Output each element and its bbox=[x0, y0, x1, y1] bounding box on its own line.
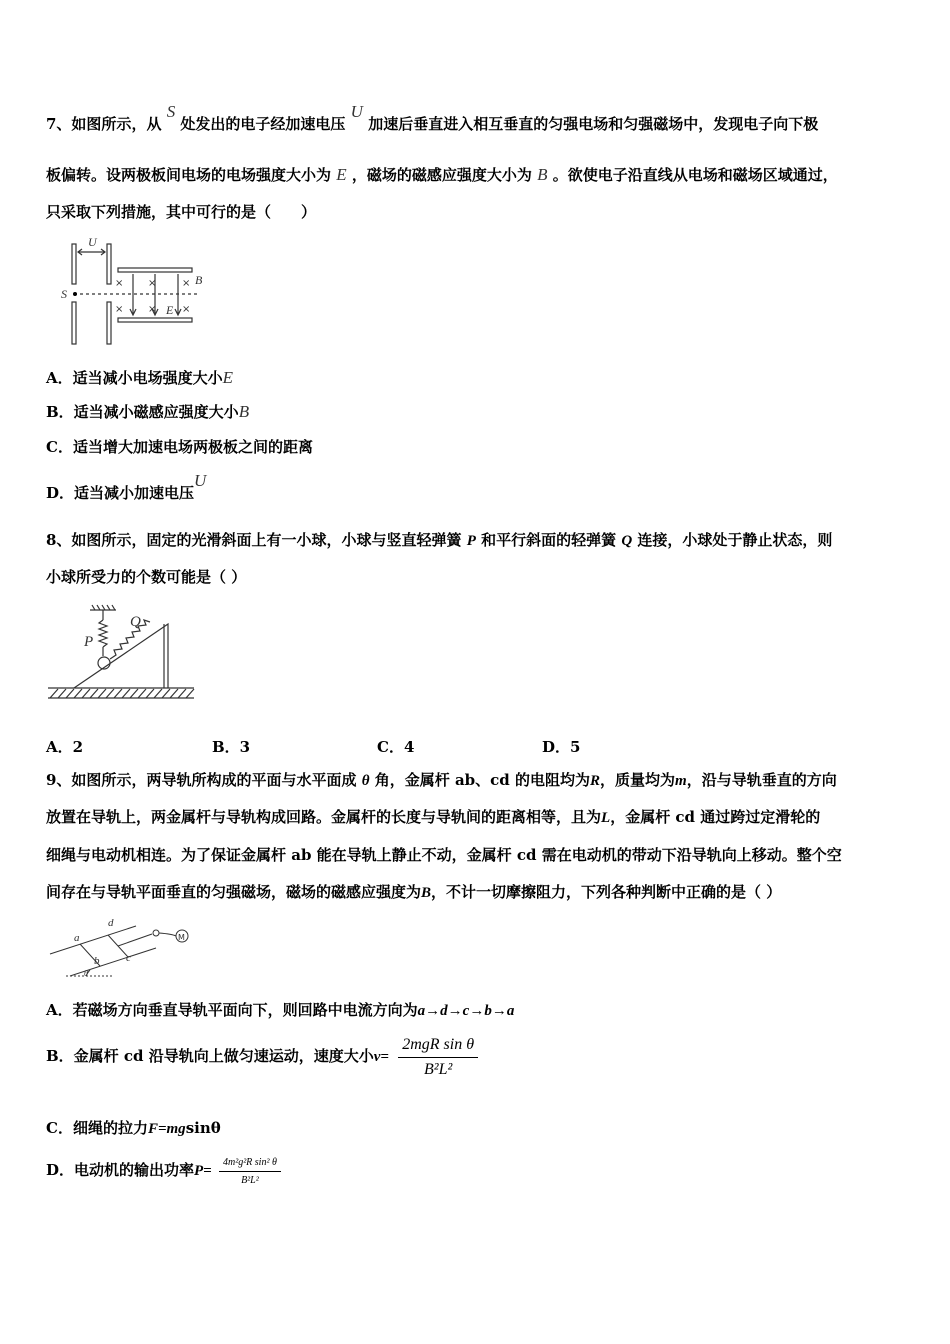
q9-option-c[interactable] bbox=[46, 1118, 221, 1139]
q7-figure bbox=[58, 234, 218, 350]
q7-option-b[interactable] bbox=[46, 402, 249, 422]
q7-symbol-s: S bbox=[166, 102, 176, 121]
velocity-symbol: v= bbox=[373, 1049, 389, 1065]
q9-symbol-b: B bbox=[421, 885, 432, 901]
q9-line3: 细绳与电动机相连。为了保证金属杆 ab 能在导轨上静止不动，金属杆 cd 需在电动机的带动下沿导轨向上移动。整个空 bbox=[46, 846, 842, 864]
current-path: a→d→c→b→a bbox=[417, 1003, 515, 1019]
q7-option-a[interactable] bbox=[46, 368, 233, 388]
q9-symbol-m: m bbox=[675, 773, 687, 789]
formula-denominator: B²L² bbox=[424, 1060, 453, 1078]
magnetic-cross-icon: × bbox=[115, 278, 124, 289]
q8-option-c[interactable]: C．4 bbox=[377, 738, 415, 756]
q8-text: 8、如图所示，固定的光滑斜面上有一小球，小球与竖直轻弹簧 bbox=[46, 531, 462, 549]
q8-text: 和平行斜面的轻弹簧 bbox=[481, 531, 617, 549]
q9-text: 间存在与导轨平面垂直的匀强磁场，磁场的磁感应强度为 bbox=[46, 883, 422, 901]
tension-formula-sin: sinθ bbox=[185, 1119, 221, 1137]
fig-label-q: Q bbox=[130, 614, 141, 630]
formula-numerator: 2mgR sin θ bbox=[398, 1035, 478, 1058]
magnetic-cross-icon: × bbox=[148, 278, 157, 289]
q8-line1 bbox=[46, 530, 832, 551]
option-symbol: U bbox=[194, 471, 207, 490]
formula-denominator: B²L² bbox=[241, 1174, 259, 1186]
fig-label-e: E bbox=[166, 303, 174, 317]
q7-text: 。欲使电子沿直线从电场和磁场区域通过， bbox=[552, 166, 838, 184]
q9-option-d[interactable] bbox=[46, 1152, 281, 1188]
q7-text: ，磁场的磁感应强度大小为 bbox=[351, 166, 532, 184]
q7-line1 bbox=[46, 102, 819, 134]
fig-label-b: b bbox=[94, 955, 100, 967]
q9-text: 放置在导轨上，两金属杆与导轨构成回路。金属杆的长度与导轨间的距离相等，且为 bbox=[46, 808, 602, 826]
q9-line1 bbox=[46, 770, 837, 791]
option-symbol: E bbox=[222, 368, 234, 387]
q9-symbol-r: R bbox=[590, 773, 601, 789]
formula-numerator: 4m²g²R sin² θ bbox=[219, 1156, 281, 1172]
q7-symbol-u: U bbox=[350, 102, 363, 121]
magnetic-cross-icon: × bbox=[182, 304, 191, 315]
magnetic-cross-icon: × bbox=[148, 304, 157, 315]
option-text: B．适当减小磁感应强度大小 bbox=[46, 403, 239, 421]
fig-label-theta: θ bbox=[84, 969, 88, 978]
q7-line2 bbox=[46, 165, 838, 185]
velocity-formula bbox=[398, 1035, 478, 1080]
q9-symbol-theta: θ bbox=[361, 773, 370, 789]
q9-option-b[interactable] bbox=[46, 1034, 478, 1078]
q9-symbol-l: L bbox=[601, 810, 611, 826]
q8-option-b[interactable]: B．3 bbox=[212, 738, 251, 756]
q8-figure bbox=[46, 602, 198, 706]
option-text: C．细绳的拉力 bbox=[46, 1119, 148, 1137]
motor-icon: M bbox=[178, 933, 185, 942]
q7-text: 板偏转。设两极板间电场的电场强度大小为 bbox=[46, 166, 332, 184]
tension-formula: F=mg bbox=[147, 1121, 186, 1137]
option-text: D．电动机的输出功率 bbox=[46, 1161, 195, 1179]
q7-symbol-e: E bbox=[336, 165, 347, 184]
q9-text: 9、如图所示，两导轨所构成的平面与水平面成 bbox=[46, 771, 357, 789]
fig-label-s: S bbox=[61, 287, 67, 301]
fig-label-b: B bbox=[195, 273, 203, 287]
fig-label-a: a bbox=[74, 932, 80, 944]
q7-text: 7、如图所示，从 bbox=[46, 115, 162, 133]
q9-figure bbox=[44, 912, 204, 980]
q9-text: ，不计一切摩擦阻力，下列各种判断中正确的是（ ） bbox=[431, 883, 782, 901]
q8-option-a[interactable]: A．2 bbox=[46, 738, 84, 756]
power-formula bbox=[219, 1156, 281, 1187]
q9-text: ，金属杆 cd 通过跨过定滑轮的 bbox=[610, 808, 821, 826]
source-point-icon bbox=[73, 292, 77, 296]
option-text: A．若磁场方向垂直导轨平面向下，则回路中电流方向为 bbox=[46, 1001, 418, 1019]
q7-line3: 只采取下列措施，其中可行的是（ ） bbox=[46, 203, 317, 221]
q8-option-d[interactable]: D．5 bbox=[542, 738, 581, 756]
fig-label-u: U bbox=[88, 235, 97, 249]
fig-label-d: d bbox=[108, 917, 114, 929]
q7-symbol-b: B bbox=[537, 165, 548, 184]
q9-text: ，沿与导轨垂直的方向 bbox=[686, 771, 837, 789]
q7-option-c[interactable]: C．适当增大加速电场两极板之间的距离 bbox=[46, 438, 313, 456]
q8-symbol-p: P bbox=[466, 533, 476, 549]
q7-text: 加速后垂直进入相互垂直的匀强电场和匀强磁场中，发现电子向下极 bbox=[368, 115, 819, 133]
q9-text: 角，金属杆 ab、cd 的电阻均为 bbox=[374, 771, 590, 789]
option-symbol: B bbox=[238, 402, 250, 421]
option-text: B．金属杆 cd 沿导轨向上做匀速运动，速度大小 bbox=[46, 1047, 374, 1065]
fig-label-c: c bbox=[126, 952, 131, 964]
power-symbol: P= bbox=[194, 1163, 212, 1179]
q8-text: 连接，小球处于静止状态，则 bbox=[637, 531, 833, 549]
q8-line2: 小球所受力的个数可能是（ ） bbox=[46, 568, 247, 586]
option-text: D．适当减小加速电压 bbox=[46, 484, 195, 502]
q9-option-a[interactable] bbox=[46, 1000, 514, 1021]
magnetic-cross-icon: × bbox=[182, 278, 191, 289]
option-text: A．适当减小电场强度大小 bbox=[46, 369, 223, 387]
q8-symbol-q: Q bbox=[621, 533, 633, 549]
q9-line4 bbox=[46, 882, 781, 903]
q9-text: ，质量均为 bbox=[600, 771, 676, 789]
q7-text: 处发出的电子经加速电压 bbox=[180, 115, 346, 133]
magnetic-cross-icon: × bbox=[115, 304, 124, 315]
q9-line2 bbox=[46, 807, 820, 828]
q7-option-d[interactable] bbox=[46, 471, 207, 503]
fig-label-p: P bbox=[84, 634, 94, 650]
